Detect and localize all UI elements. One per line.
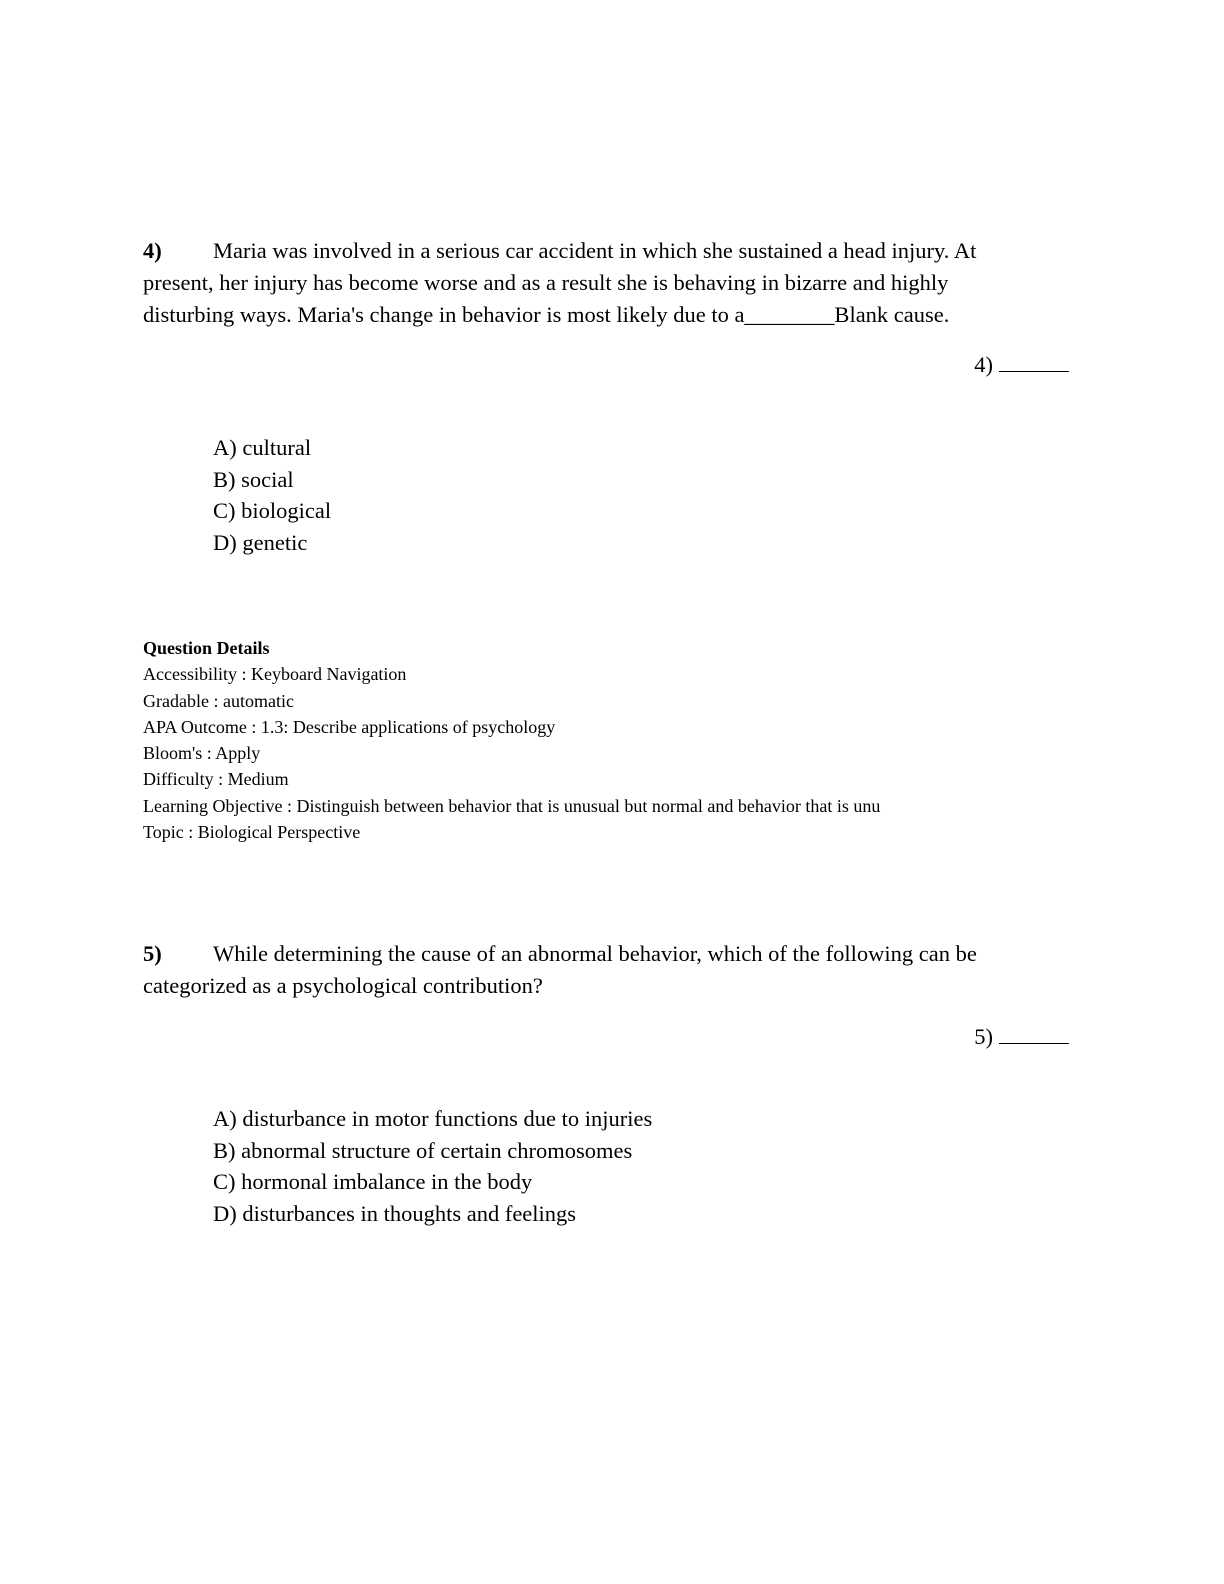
detail-topic: Topic : Biological Perspective <box>143 822 361 843</box>
answer-label: 4) <box>974 352 993 377</box>
option-d[interactable]: D) genetic <box>213 529 308 555</box>
detail-learning-objective: Learning Objective : Distinguish between behavior that is unusual but normal and behavior that is unu <box>143 795 881 816</box>
detail-gradable: Gradable : automatic <box>143 690 294 711</box>
answer-line[interactable] <box>999 349 1069 372</box>
question-number: 4) <box>143 238 162 263</box>
detail-blooms: Bloom's : Apply <box>143 743 261 764</box>
question-number: 5) <box>143 941 162 966</box>
option-b[interactable]: B) abnormal structure of certain chromosomes <box>213 1137 633 1163</box>
options-list-4 <box>213 432 331 558</box>
question-4 <box>143 235 1033 331</box>
option-d[interactable]: D) disturbances in thoughts and feelings <box>213 1200 577 1226</box>
option-c[interactable]: C) biological <box>213 498 332 523</box>
question-details <box>143 635 1043 845</box>
detail-apa-outcome: APA Outcome : 1.3: Describe applications of psychology <box>143 716 556 737</box>
details-title: Question Details <box>143 638 270 658</box>
detail-accessibility: Accessibility : Keyboard Navigation <box>143 664 407 685</box>
question-text: While determining the cause of an abnormal behavior, which of the following can be categorized as a psychological contribution? <box>143 941 977 998</box>
answer-blank-5[interactable] <box>974 1021 1069 1053</box>
option-a[interactable]: A) cultural <box>213 435 312 460</box>
option-a[interactable]: A) disturbance in motor functions due to injuries <box>213 1106 653 1131</box>
answer-blank-4[interactable] <box>974 349 1069 381</box>
option-b[interactable]: B) social <box>213 466 294 492</box>
options-list-5 <box>213 1103 652 1229</box>
question-5 <box>143 938 1033 1002</box>
detail-difficulty: Difficulty : Medium <box>143 769 289 790</box>
option-c[interactable]: C) hormonal imbalance in the body <box>213 1169 533 1194</box>
question-text: Maria was involved in a serious car accident in which she sustained a head injury. At present, her injury has become worse and as a result she is behaving in bizarre and highly disturbing ways. Maria's change in behavior is most likely due to a________Blank cause. <box>143 238 977 327</box>
answer-label: 5) <box>974 1024 993 1049</box>
answer-line[interactable] <box>999 1021 1069 1044</box>
